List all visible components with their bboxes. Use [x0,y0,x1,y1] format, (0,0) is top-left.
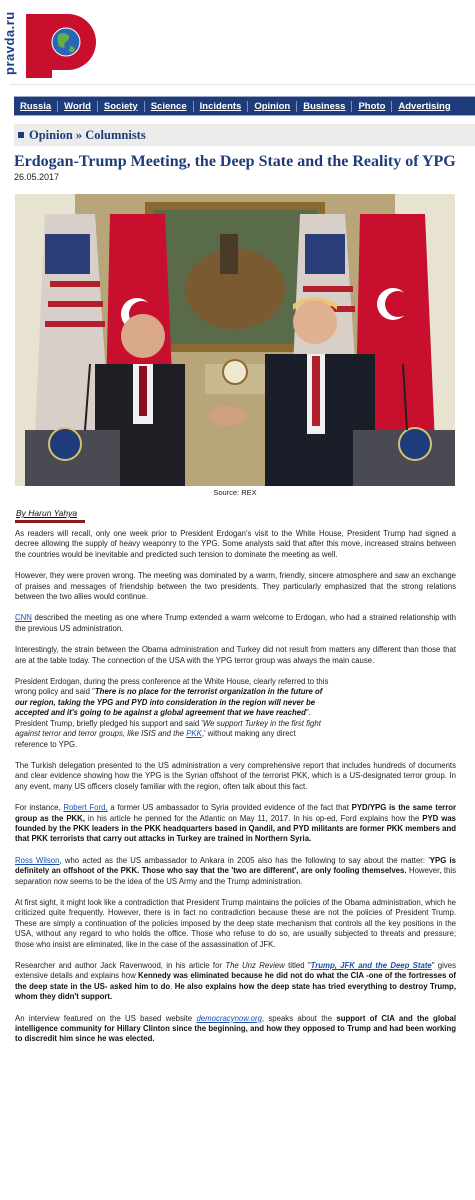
paragraph-7 [15,803,456,845]
pkk-link[interactable]: PKK [186,729,202,739]
paragraph-11-text-b: , speaks about the [261,1013,337,1023]
article-title: Erdogan-Trump Meeting, the Deep State and the Reality of YPG [14,153,456,170]
main-nav [14,96,475,116]
paragraph-7-bold-2: PYD was founded by the PKK leaders in the PKK headquarters based in Qandil, and PYD militants are former PKK members and that PKK terrorists that carry out attacks in Turkey are trained in Northern Syria. [15,813,456,844]
trump-jfk-deep-state-link[interactable]: Trump, JFK and the Deep State [310,961,432,970]
paragraph-10-text-d: . [170,981,175,991]
nav-item-science[interactable]: Science [145,101,194,112]
paragraph-7-text-a: For instance, [15,803,64,813]
paragraph-8-text-b: However, this separation now seems to be the idea of the US Army and the Trump administration. [15,866,457,886]
article-date: 26.05.2017 [14,172,60,182]
paragraph-4: Interestingly, the strain between the Obama administration and Turkey did not result from matters any different than those that are at the table today. The connection of the USA with the YPG terror group was always the main cause. [15,645,456,665]
paragraph-9: At first sight, it might look like a contradiction that President Trump maintains the policies of the Obama administration, which he criticized quite frequently. However, there is in fact no contradiction because these are not the policies of President Trump. These are simply a continuation of the policies imposed by the deep state mechanism that controls all the key positions in the USA, without any regard to who holds the office. Those who refuse to do so, are usually subjected to threats and pressure; those who insist are eliminated, like in the case of the assassination of JFK. [15,897,456,949]
nav-item-world[interactable]: World [58,101,98,112]
paragraph-8-bold: YPG is definitely an offshoot of the PKK. Those who say that the 'two are different', are only fooling themselves. [15,855,457,876]
paragraph-10 [15,961,456,1003]
paragraph-1: As readers will recall, only one week prior to President Erdogan's visit to the White House, President Trump had signed a decree allowing the supply of heavy weaponry to the YPG. Some analysts said that after this move, increased strains between the countries would be inevitable and predicted such tension to dominate the meeting as well. [15,529,456,559]
ross-wilson-link[interactable]: Ross Wilson [15,855,60,865]
paragraph-8 [15,856,456,887]
nav-item-photo[interactable]: Photo [352,101,392,112]
unz-review-title: The Unz Review [225,961,285,970]
byline-divider [15,520,85,523]
breadcrumb-label[interactable]: Opinion » Columnists [29,127,146,142]
paragraph-10-bold-2: He also explains how the deep state has tried everything to destroy Trump, whom they didn't support. [15,981,456,1002]
byline[interactable]: By Harun Yahya [16,508,78,518]
photo-source: Source: REX [213,488,257,497]
photo-image-icon [15,194,455,486]
article-photo [15,194,455,486]
nav-item-advertising[interactable]: Advertising [398,100,451,112]
paragraph-3-text: described the meeting as one where Trump extended a warm welcome to Erdogan, who had a strained relationship with the previous US administration. [15,613,456,633]
paragraph-11 [15,1014,456,1045]
article-body [15,529,456,1056]
paragraph-8-text-a: , who acted as the US ambassador to Ankara in 2005 also has the following to say about the matter: ' [59,855,430,865]
paragraph-5 [15,677,330,750]
site-header [0,0,475,90]
democracynow-link[interactable]: democracynow.org [196,1013,262,1023]
paragraph-7-text-b: a former US ambassador to Syria provided evidence of the fact that [107,803,352,813]
bullet-icon [18,132,24,138]
nav-item-incidents[interactable]: Incidents [194,101,249,112]
paragraph-7-text-c: in his article he penned for the Atlantic on May 11, 2017. In his op-ed, Ford explains how the [84,813,423,823]
site-logo[interactable] [22,10,98,80]
pravda-logo-icon [22,10,98,80]
nav-item-russia[interactable]: Russia [14,101,58,112]
paragraph-5-text-c: ,' without making any direct reference to YPG. [15,729,296,749]
nav-item-society[interactable]: Society [98,101,145,112]
paragraph-2: However, they were proven wrong. The meeting was dominated by a warm, friendly, sincere atmosphere and saw an exchange of praises and messages of friendship between the two presidents. They particularly emphasized that the strong relations between the two allies would continue. [15,571,456,602]
trump-quote: We support Turkey in the first fight against terror and terror groups, like ISIS and the [15,718,321,739]
paragraph-5-text-b: ". President Trump, briefly pledged his support and said ' [15,708,311,728]
paragraph-10-bold-1: Kennedy was eliminated because he did not do what the CIA -one of the fortresses of the deep state in the US- asked him to do [15,971,456,991]
erdogan-quote: There is no place for the terrorist organization in the future of our region, taking the YPG and PYD into consideration in the region will never be accepted and it's going to be against a global agreement that we have reached [15,687,323,718]
site-logo-text[interactable]: pravda.ru [2,11,17,75]
nav-item-business[interactable]: Business [297,101,352,112]
paragraph-11-text-a: An interview featured on the US based website [15,1013,197,1023]
paragraph-11-bold: support of CIA and the global intelligence community for Hillary Clinton since the beginning, and how they opposed to Trump and had been working to discredit him since he was elected. [15,1013,457,1044]
paragraph-6: The Turkish delegation presented to the US administration a very comprehensive report that includes hundreds of documents and clear evidence showing how the YPG is the Syrian offshoot of the terrorist PKK, which is a US-designated terror group. In any event, many US officers closely familiar with the region, often talk about this fact. [15,760,456,791]
paragraph-3 [15,613,456,634]
breadcrumb [14,124,475,146]
paragraph-7-bold-1: PYD/YPG is the same terror group as the PKK, [15,803,457,823]
paragraph-10-text-a: Researcher and author Jack Ravenwood, in his article for [15,961,226,970]
nav-item-opinion[interactable]: Opinion [248,101,297,112]
robert-ford-link[interactable]: Robert Ford, [63,803,108,813]
paragraph-5-text-a: President Erdogan, during the press conference at the White House, clearly referred to this wrong policy and said " [15,677,329,697]
paragraph-10-text-b: titled " [284,961,311,970]
header-divider [10,84,475,85]
paragraph-10-text-c: " gives extensive details and explains how [15,961,457,981]
cnn-link[interactable]: CNN [15,613,32,623]
